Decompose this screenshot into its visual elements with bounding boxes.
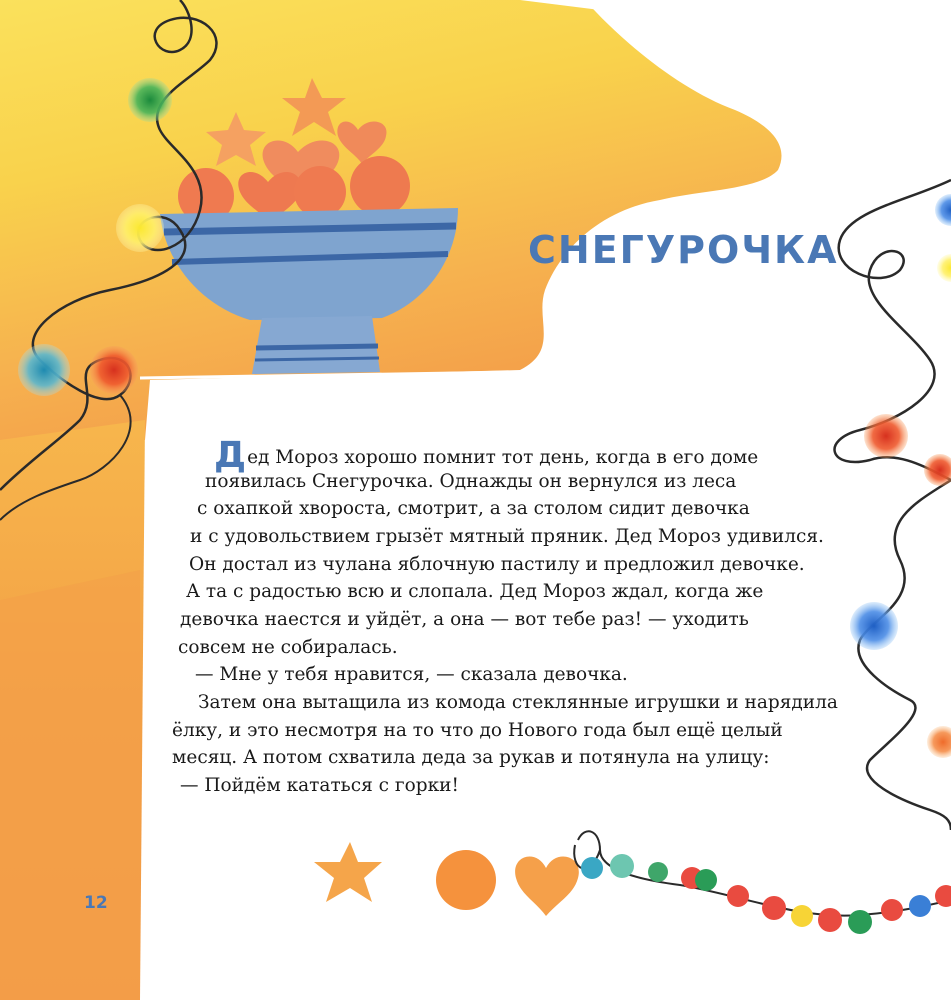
drop-cap: Д — [214, 435, 247, 476]
story-line: девочка наестся и уйдёт, а она — вот тебе раз! — уходить — [180, 609, 749, 630]
story-line: — Пойдём кататься с горки! — [180, 775, 459, 796]
cookie-round-bottom — [436, 850, 496, 910]
bead — [791, 905, 813, 927]
light-bulb — [116, 204, 164, 252]
cookie-round-mid — [294, 166, 346, 218]
story-line: с охапкой хвороста, смотрит, а за столом сидит девочка — [197, 498, 750, 519]
story-line: ёлку, и это несмотря на то что до Нового года был ещё целый — [172, 720, 783, 741]
bead — [762, 896, 786, 920]
page-title: СНЕГУРОЧКА — [528, 228, 839, 272]
bead — [818, 908, 842, 932]
bead — [881, 899, 903, 921]
cookie-garland — [314, 842, 579, 916]
story-line: и с удовольствием грызёт мятный пряник. Дед Мороз удивился. — [190, 526, 824, 547]
bead — [610, 854, 634, 878]
string-lights-right — [835, 180, 951, 830]
story-line: месяц. А потом схватила деда за рукав и потянула на улицу: — [172, 747, 770, 768]
story-line: совсем не собиралась. — [178, 637, 398, 658]
bead — [648, 862, 668, 882]
story-line: появилась Снегурочка. Однажды он вернулся из леса — [205, 471, 737, 492]
bead — [727, 885, 749, 907]
light-bulb — [927, 726, 951, 758]
page-number: 12 — [84, 893, 108, 913]
cookie-heart-bottom — [515, 857, 579, 916]
bead-garland — [574, 831, 951, 934]
bead — [581, 857, 603, 879]
light-bulb — [128, 78, 172, 122]
story-line-text: ед Мороз хорошо помнит тот день, когда в его доме — [247, 447, 759, 468]
story-line: Затем она вытащила из комода стеклянные игрушки и нарядила — [198, 692, 838, 713]
story-line — [214, 435, 759, 476]
light-bulb — [850, 602, 898, 650]
story-line: — Мне у тебя нравится, — сказала девочка. — [195, 664, 628, 685]
light-bulb — [935, 194, 951, 226]
bead — [909, 895, 931, 917]
bead — [848, 910, 872, 934]
light-bulb — [924, 454, 951, 486]
cookie-star-bottom — [314, 842, 382, 902]
story-line: Он достал из чулана яблочную пастилу и предложил девочке. — [189, 554, 805, 575]
bead — [695, 869, 717, 891]
light-bulb — [18, 344, 70, 396]
cookie-round-right — [350, 156, 410, 216]
light-bulb — [864, 414, 908, 458]
light-bulb — [90, 346, 138, 394]
light-bulb — [937, 254, 951, 282]
story-line: А та с радостью всю и слопала. Дед Мороз ждал, когда же — [186, 581, 764, 602]
